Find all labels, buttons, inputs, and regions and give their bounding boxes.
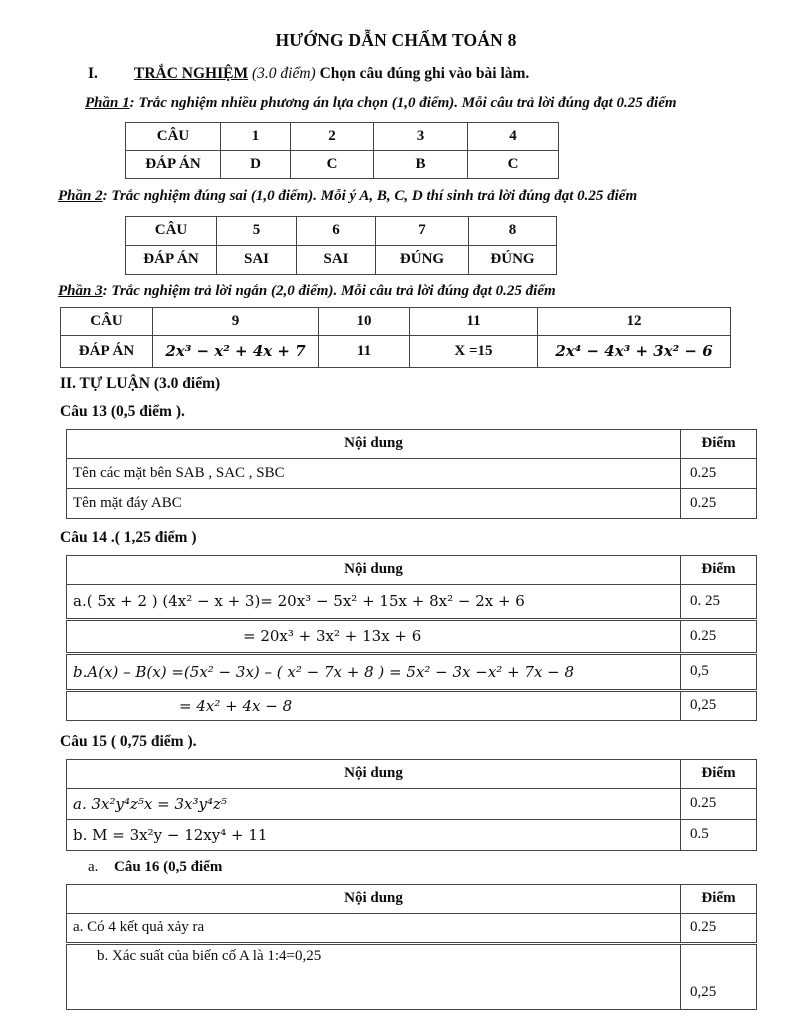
answer-table-part2 (125, 216, 557, 275)
table-row (67, 584, 757, 619)
table-row (126, 123, 559, 151)
question-number: 6 (297, 216, 376, 245)
table-row (67, 458, 757, 488)
table-row (67, 488, 757, 518)
table-row (61, 307, 731, 335)
answer-value: C (468, 151, 559, 179)
part-1-label: Phần 1 (85, 95, 130, 111)
col-header-diem: Điểm (681, 555, 757, 584)
table-row (67, 653, 757, 690)
grading-table-cau16 (66, 884, 757, 1010)
table-row (67, 619, 757, 653)
table-header-row (67, 759, 757, 788)
table-row (67, 943, 757, 1009)
answer-value: SAI (297, 245, 376, 274)
cau14-heading: Câu 14 .( 1,25 điểm ) (60, 528, 197, 546)
col-header-noidung: Nội dung (67, 429, 681, 458)
answer-value: X =15 (410, 335, 538, 367)
answer-table-part1 (125, 122, 559, 179)
part-2-text: : Trắc nghiệm đúng sai (1,0 điểm). Mỗi ý A, B, C, D thí sinh trả lời đúng đạt 0.25 điểm (102, 188, 638, 205)
cau16-heading (88, 859, 792, 876)
table-row (126, 216, 557, 245)
col-header-noidung: Nội dung (67, 759, 681, 788)
answer-value: 2x³ − x² + 4x + 7 (153, 335, 319, 367)
part-3-text: : Trắc nghiệm trả lời ngắn (2,0 điểm). Mỗi câu trả lời đúng đạt 0.25 điểm (102, 282, 556, 299)
answer-value: B (374, 151, 468, 179)
table-row (67, 819, 757, 850)
part-1-heading (85, 93, 722, 113)
section-1-title: TRẮC NGHIỆM (134, 65, 249, 82)
table-header-row (67, 555, 757, 584)
page-title: HƯỚNG DẪN CHẤM TOÁN 8 (275, 30, 517, 50)
col-header-diem: Điểm (681, 759, 757, 788)
cau15-heading: Câu 15 ( 0,75 điểm ). (60, 732, 197, 750)
question-number: 12 (538, 307, 731, 335)
table-row (126, 245, 557, 274)
score-value: 0,25 (681, 690, 757, 720)
answer-value: ĐÚNG (376, 245, 469, 274)
col-header-noidung: Nội dung (67, 555, 681, 584)
score-value: 0,25 (681, 943, 757, 1009)
score-value: 0.25 (681, 488, 757, 518)
part-2-label: Phần 2 (58, 188, 103, 205)
answer-value: 11 (319, 335, 410, 367)
cau16-title: Câu 16 (0,5 điểm (114, 858, 223, 875)
table-row (61, 335, 731, 367)
question-number: 10 (319, 307, 410, 335)
col-header-diem: Điểm (681, 884, 757, 913)
row-header-dapan: ĐÁP ÁN (126, 151, 221, 179)
score-value: 0,5 (681, 653, 757, 690)
score-value: 0.25 (681, 458, 757, 488)
part-3-label: Phần 3 (58, 282, 103, 299)
table-header-row (67, 884, 757, 913)
section-2-heading: II. TỰ LUẬN (3.0 điểm) (60, 374, 221, 392)
question-number: 7 (376, 216, 469, 245)
question-number: 11 (410, 307, 538, 335)
solution-text: Tên mặt đáy ABC (67, 488, 681, 518)
col-header-cau: CÂU (61, 307, 153, 335)
question-number: 8 (469, 216, 557, 245)
cau13-heading: Câu 13 (0,5 điểm ). (60, 402, 185, 420)
table-row (67, 913, 757, 943)
question-number: 4 (468, 123, 559, 151)
solution-text: a.( 5x + 2 ) (4x² − x + 3)= 20x³ − 5x² + 15x + 8x² − 2x + 6 (67, 584, 681, 619)
solution-text: Tên các mặt bên SAB , SAC , SBC (67, 458, 681, 488)
table-row (67, 788, 757, 819)
section-1-heading (88, 65, 792, 83)
cau16-prefix: a. (88, 858, 99, 875)
grading-table-cau13 (66, 429, 757, 519)
col-header-cau: CÂU (126, 216, 217, 245)
question-number: 9 (153, 307, 319, 335)
col-header-cau: CÂU (126, 123, 221, 151)
solution-text: a. Có 4 kết quả xảy ra (67, 913, 681, 943)
row-header-dapan: ĐÁP ÁN (126, 245, 217, 274)
answer-value: D (221, 151, 291, 179)
section-1-numeral: I. (88, 65, 98, 82)
answer-value: 2x⁴ − 4x³ + 3x² − 6 (538, 335, 731, 367)
score-value: 0.5 (681, 819, 757, 850)
solution-text: = 4x² + 4x − 8 (67, 690, 681, 720)
solution-text: b. M = 3x²y − 12xy⁴ + 11 (67, 819, 681, 850)
score-value: 0.25 (681, 913, 757, 943)
section-1-instruction: Chọn câu đúng ghi vào bài làm. (319, 65, 530, 82)
table-row (67, 690, 757, 720)
answer-table-part3 (60, 307, 731, 368)
score-value: 0.25 (681, 619, 757, 653)
score-value: 0. 25 (681, 584, 757, 619)
solution-text: b.A(x) – B(x) =(5x² − 3x) – ( x² − 7x + 8 ) = 5x² − 3x −x² + 7x − 8 (67, 653, 681, 690)
answer-value: ĐÚNG (469, 245, 557, 274)
table-header-row (67, 429, 757, 458)
grading-table-cau15 (66, 759, 757, 851)
question-number: 3 (374, 123, 468, 151)
col-header-diem: Điểm (681, 429, 757, 458)
question-number: 2 (291, 123, 374, 151)
row-header-dapan: ĐÁP ÁN (61, 335, 153, 367)
col-header-noidung: Nội dung (67, 884, 681, 913)
part-1-text: : Trắc nghiệm nhiều phương án lựa chọn (1,0 điểm). Mỗi câu trả lời đúng đạt 0.25 điểm (129, 95, 677, 111)
question-number: 5 (217, 216, 297, 245)
section-1-points: (3.0 điểm) (248, 65, 320, 82)
part-3-heading (58, 281, 792, 301)
solution-text: = 20x³ + 3x² + 13x + 6 (67, 619, 681, 653)
part-2-heading (58, 186, 792, 206)
solution-text: b. Xác suất của biến cố A là 1:4=0,25 (67, 943, 681, 1009)
score-value: 0.25 (681, 788, 757, 819)
question-number: 1 (221, 123, 291, 151)
grading-table-cau14 (66, 555, 757, 721)
answer-value: SAI (217, 245, 297, 274)
answer-value: C (291, 151, 374, 179)
table-row (126, 151, 559, 179)
solution-text: a. 3x²y⁴z⁵x = 3x³y⁴z⁵ (67, 788, 681, 819)
